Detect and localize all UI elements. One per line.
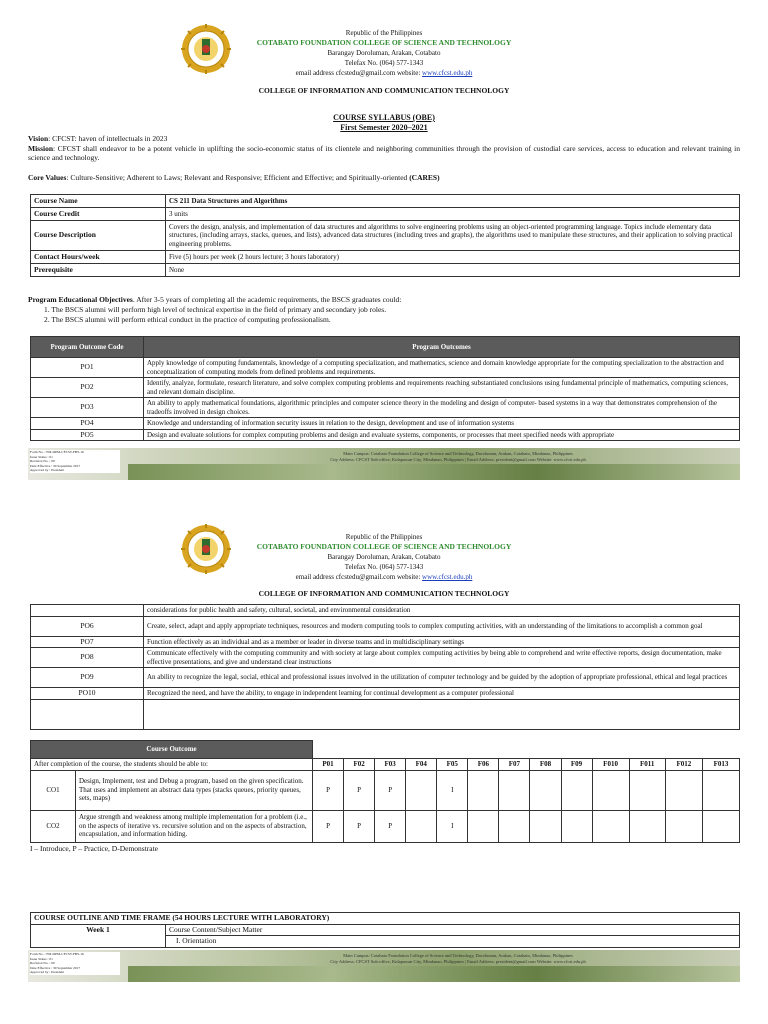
school-name: COTABATO FOUNDATION COLLEGE OF SCIENCE AND TECHNOLOGY [256, 38, 512, 47]
footer-address-line: Main Campus: Cotabato Foundation College of Science and Technology, Doroluman, Arakan, Cotabato, Mindanao, Philippines [343, 953, 573, 958]
po-col-header: F012 [665, 759, 702, 771]
issue-status: Issue Status : 01 [30, 454, 53, 459]
po-col-header: F06 [468, 759, 499, 771]
co-mark [499, 810, 530, 842]
approved-by: Approved by : President [30, 970, 65, 974]
course-info-table [30, 194, 740, 277]
po-text: Apply knowledge of computing fundamentals, knowledge of a computing specialization, and mathematics, science and domain knowledge appropriate for the computing specialization to the abstraction and conceptualization of computing models from defined problems and requirements. [144, 358, 740, 378]
contact-hours-label: Contact Hours/week [31, 251, 166, 264]
po-col-header: F08 [530, 759, 561, 771]
po-col-header: F02 [344, 759, 375, 771]
email-text: email address cfcstedu@gmail.com website: [295, 69, 423, 77]
po-col-header: F04 [406, 759, 437, 771]
revision-no: Revision No. : 00 [30, 961, 55, 965]
course-description-value: Covers the design, analysis, and implementation of data structures and algorithms to solve engineering problems using an object-oriented programming language. Topics include elementary data structures, (including arrays, stacks, queues, and lists), advanced data structures (including trees and graphs), the algorithms used to manipulate these structures, and their application to solving practical engineering problems. [166, 221, 740, 251]
co-mark [468, 770, 499, 810]
co-mark [702, 810, 739, 842]
co-mark: P [375, 770, 406, 810]
po-text: An ability to recognize the legal, social, ethical and professional issues involved in the utilization of computer technology and be guided by the adoption of appropriate professional, ethical and legal practices [144, 668, 740, 688]
po-code [31, 699, 144, 729]
co-text: Design, Implement, test and Debug a program, based on the given specification. That uses and implement an abstract data types (stacks queues, priority queues, sets, maps) [76, 770, 313, 810]
po-header-row [31, 337, 740, 358]
footer-address [198, 451, 718, 462]
po-row-empty [31, 699, 740, 729]
po-code: PO8 [31, 648, 144, 668]
outline-title: COURSE OUTLINE AND TIME FRAME (54 HOURS LECTURE WITH LABORATORY) [31, 913, 740, 925]
footer-landscape-banner [128, 966, 740, 982]
co-header-spacer [313, 741, 740, 759]
vision-label: Vision [28, 134, 49, 143]
co-mark [530, 810, 561, 842]
core-values-text: : Culture-Sensitive; Adherent to Laws; Relevant and Responsive; Efficient and Effective; and Spiritually-oriented [66, 173, 410, 182]
co-row [31, 770, 740, 810]
co-mark: P [313, 770, 344, 810]
po-col-header: F05 [437, 759, 468, 771]
program-outcomes-table-continued [30, 604, 740, 730]
co-mark [665, 810, 702, 842]
po-code: PO1 [31, 358, 144, 378]
core-values-label: Core Values [28, 173, 67, 182]
republic-text: Republic of the Philippines [345, 533, 423, 541]
po-col-header: F010 [592, 759, 629, 771]
co-mark [499, 770, 530, 810]
co-code: CO1 [31, 770, 76, 810]
po-row [31, 668, 740, 688]
co-mark [530, 770, 561, 810]
po-row [31, 398, 740, 418]
form-metadata [30, 952, 120, 975]
college-name: COLLEGE OF INFORMATION AND COMMUNICATION TECHNOLOGY [258, 86, 510, 95]
program-outcomes-table [30, 336, 740, 441]
co-mark [406, 810, 437, 842]
co-header-row [31, 741, 740, 759]
po-col-header: F07 [499, 759, 530, 771]
course-name-label: Course Name [31, 195, 166, 208]
po-col-header: F03 [375, 759, 406, 771]
page-2 [0, 514, 768, 1024]
semester: First Semester 2020–2021 [340, 123, 428, 132]
co-mark [592, 810, 629, 842]
course-name-value: CS 211 Data Structures and Algorithms [166, 195, 740, 208]
po-code: PO5 [31, 429, 144, 441]
footer-address [198, 953, 718, 964]
outline-item: I. Orientation [166, 936, 740, 948]
co-mark: P [375, 810, 406, 842]
outline-title-row [31, 913, 740, 925]
course-info-row [31, 195, 740, 208]
po-text-continued: considerations for public health and safety, cultural, societal, and environmental consideration [144, 605, 740, 617]
po-outcomes-header: Program Outcomes [144, 337, 740, 358]
outline-week: Week 1 [31, 924, 166, 947]
course-credit-label: Course Credit [31, 208, 166, 221]
peo-item: 2. The BSCS alumni will perform ethical conduct in the practice of computing professionalism. [44, 315, 331, 324]
po-text [144, 699, 740, 729]
prerequisite-value: None [166, 264, 740, 277]
page-gap [0, 490, 768, 514]
co-mark: P [344, 770, 375, 810]
date-effective: Date Effective : 30 September 2017 [30, 463, 81, 468]
co-mark: P [313, 810, 344, 842]
page-footer [28, 448, 740, 480]
po-col-header: F013 [702, 759, 739, 771]
course-info-row [31, 264, 740, 277]
contact-line [0, 572, 768, 582]
po-code: PO4 [31, 418, 144, 430]
po-code [31, 605, 144, 617]
po-code: PO6 [31, 616, 144, 636]
po-row [31, 358, 740, 378]
letterhead [0, 532, 768, 582]
co-intro: After completion of the course, the students should be able to: [31, 759, 313, 771]
co-mark: I [437, 770, 468, 810]
po-text: Recognized the need, and have the ability, to engage in independent learning for continual development as a computer professional [144, 688, 740, 700]
website-link[interactable]: www.cfcst.edu.ph [422, 69, 473, 77]
co-text: Argue strength and weakness among multiple implementation for a problem (i.e., on the aspects of iterative vs. recursive solution and on the aspects of abstraction, encapsulation, and information hiding. [76, 810, 313, 842]
telefax: Telefax No. (064) 577-1343 [344, 563, 424, 571]
co-mark [629, 810, 665, 842]
letterhead [0, 28, 768, 78]
peo-item: 1. The BSCS alumni will perform high level of technical expertise in the field of primary and secondary job roles. [44, 305, 387, 314]
co-header: Course Outcome [31, 741, 313, 759]
issue-status: Issue Status : 01 [30, 956, 53, 961]
co-mark [406, 770, 437, 810]
po-col-header: F011 [629, 759, 665, 771]
co-mark [629, 770, 665, 810]
po-col-header: P01 [313, 759, 344, 771]
po-row [31, 429, 740, 441]
po-text: Knowledge and understanding of information security issues in relation to the design, development and use of information systems [144, 418, 740, 430]
peo-intro-text: . After 3-5 years of completing all the academic requirements, the BSCS graduates could: [132, 295, 402, 304]
peo-intro [28, 295, 740, 304]
po-row [31, 616, 740, 636]
co-mark [702, 770, 739, 810]
school-address: Barangay Doroluman, Arakan, Cotabato [327, 553, 441, 561]
po-row [31, 648, 740, 668]
website-link[interactable]: www.cfcst.edu.ph [422, 573, 473, 581]
co-mark [592, 770, 629, 810]
co-mark [468, 810, 499, 842]
date-effective: Date Effective : 30 September 2017 [30, 965, 81, 970]
po-code: PO10 [31, 688, 144, 700]
footer-address-line: Main Campus: Cotabato Foundation College of Science and Technology, Doroluman, Arakan, Cotabato, Mindanao, Philippines [343, 451, 573, 456]
po-col-header: F09 [561, 759, 592, 771]
outline-content-label: Course Content/Subject Matter [166, 924, 740, 936]
co-mark [665, 770, 702, 810]
form-no: Form No. : FM-DPM-CFCST-FBS-16 [30, 450, 84, 454]
po-row [31, 688, 740, 700]
contact-line [0, 68, 768, 78]
syllabus-title: COURSE SYLLABUS (OBE) [333, 113, 435, 122]
email-text: email address cfcstedu@gmail.com website: [295, 573, 423, 581]
course-outcome-table [30, 740, 740, 843]
po-text: Design and evaluate solutions for complex computing problems and design and evaluate systems, components, or processes that meet specified needs with appropriate [144, 429, 740, 441]
footer-address-line: City Address: CFCST Sub-office, Kidapawan City, Mindanao, Philippines | Email Address: president@gmail.com Website: www.cfcst.edu.ph [330, 958, 586, 964]
po-row [31, 418, 740, 430]
co-mark: I [437, 810, 468, 842]
course-info-row [31, 208, 740, 221]
po-code: PO7 [31, 636, 144, 648]
vision [28, 134, 740, 143]
contact-hours-value: Five (5) hours per week (2 hours lecture; 3 hours laboratory) [166, 251, 740, 264]
po-code: PO2 [31, 378, 144, 398]
telefax: Telefax No. (064) 577-1343 [344, 59, 424, 67]
course-description-label: Course Description [31, 221, 166, 251]
prerequisite-label: Prerequisite [31, 264, 166, 277]
mission-text: : CFCST shall endeavor to be a potent vehicle in uplifting the socio-economic status of its clientele and neighboring communities through the provision of custodial care services, access to education and relevant training in science and technology. [28, 144, 740, 162]
po-text: Create, select, adapt and apply appropriate techniques, resources and modern computing tools to complex computing activities, with an understanding of the limitations to accomplish a common goal [144, 616, 740, 636]
revision-no: Revision No. : 00 [30, 459, 55, 463]
outline-row [31, 924, 740, 936]
college-name: COLLEGE OF INFORMATION AND COMMUNICATION TECHNOLOGY [258, 589, 510, 598]
form-no: Form No. : FM-DPM-CFCST-FBS-16 [30, 952, 84, 956]
mission [28, 144, 740, 162]
po-row [31, 636, 740, 648]
footer-landscape-banner [128, 464, 740, 480]
co-mark [561, 770, 592, 810]
po-text: An ability to apply mathematical foundations, algorithmic principles and computer science theory in the modeling and design of computer- based systems in a way that demonstrates comprehension of the tradeoffs involved in design choices. [144, 398, 740, 418]
approved-by: Approved by : President [30, 468, 65, 472]
vision-text: : CFCST: haven of intellectuals in 2023 [48, 134, 168, 143]
po-code-header: Program Outcome Code [31, 337, 144, 358]
po-code: PO9 [31, 668, 144, 688]
school-name: COTABATO FOUNDATION COLLEGE OF SCIENCE AND TECHNOLOGY [256, 542, 512, 551]
page-footer [28, 950, 740, 982]
course-info-row [31, 251, 740, 264]
po-text: Identify, analyze, formulate, research literature, and solve complex computing problems and requirements reaching substantiated conclusions using fundamental principle of mathematics, computing sciences, and relevant domain discipline. [144, 378, 740, 398]
school-address: Barangay Doroluman, Arakan, Cotabato [327, 49, 441, 57]
po-row [31, 605, 740, 617]
course-outline-table [30, 912, 740, 948]
footer-address-line: City Address: CFCST Sub-office, Kidapawan City, Mindanao, Philippines | Email Address: president@gmail.com Website: www.cfcst.edu.ph [330, 456, 586, 462]
po-code: PO3 [31, 398, 144, 418]
course-credit-value: 3 units [166, 208, 740, 221]
co-subheader-row [31, 759, 740, 771]
form-metadata [30, 450, 120, 473]
co-row [31, 810, 740, 842]
course-info-row [31, 221, 740, 251]
core-values-acronym: (CARES) [409, 173, 440, 182]
po-text: Communicate effectively with the computing community and with society at large about complex computing activities by being able to comprehend and write effective reports, design documentation, make effective presentations, and give and understand clear instructions [144, 648, 740, 668]
peo-label: Program Educational Objectives [28, 295, 133, 304]
po-text: Function effectively as an individual and as a member or leader in diverse teams and in multidisciplinary settings [144, 636, 740, 648]
co-legend: I – Introduce, P – Practice, D-Demonstrate [30, 844, 159, 853]
co-mark [561, 810, 592, 842]
co-mark: P [344, 810, 375, 842]
page-1 [0, 0, 768, 490]
mission-label: Mission [28, 144, 54, 153]
co-code: CO2 [31, 810, 76, 842]
core-values [28, 173, 740, 182]
republic-text: Republic of the Philippines [345, 29, 423, 37]
po-row [31, 378, 740, 398]
